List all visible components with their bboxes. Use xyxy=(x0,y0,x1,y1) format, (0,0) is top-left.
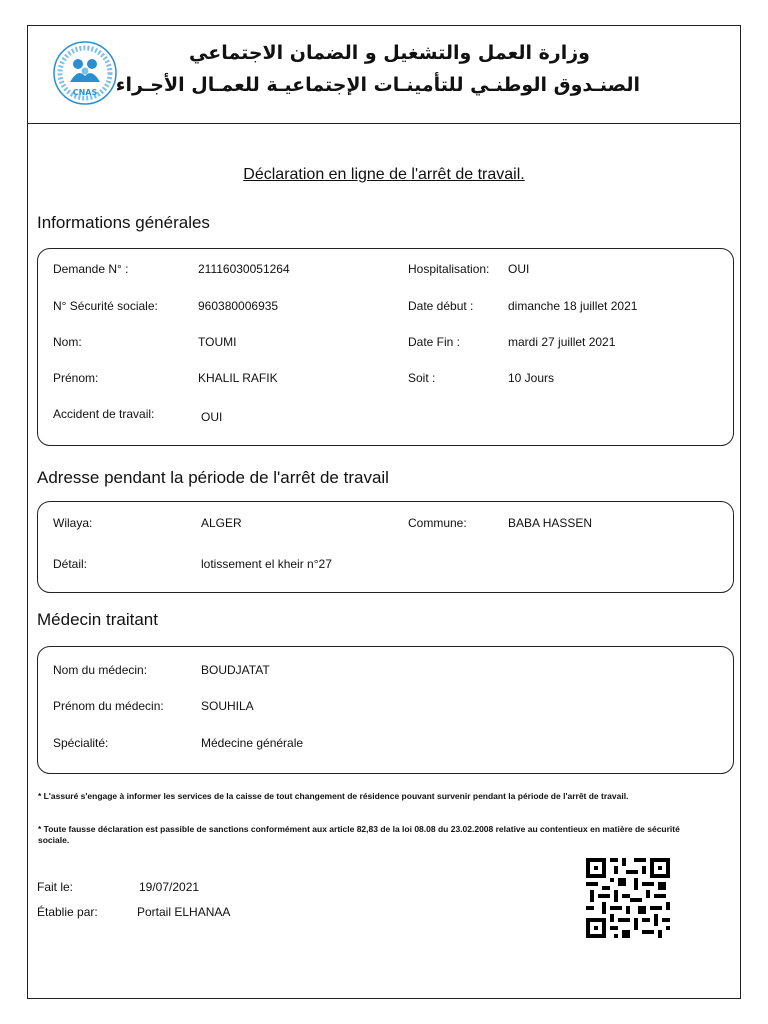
address-box xyxy=(37,501,734,593)
detail-value: lotissement el kheir n°27 xyxy=(201,557,332,571)
document-title: Déclaration en ligne de l'arrêt de travail. xyxy=(243,166,525,183)
note-residence: * L'assuré s'engage à informer les services de la caisse de tout changement de résidence pouvant survenir pendant la période de l'arrêt de travail. xyxy=(38,791,629,801)
wilaya-value: ALGER xyxy=(201,516,242,530)
fait-value: 19/07/2021 xyxy=(139,880,200,894)
ministry-name-arabic: وزارة العمل والتشغيل و الضمان الاجتماعي xyxy=(189,42,590,64)
hospitalisation-label: Hospitalisation: xyxy=(408,262,490,276)
nom-value: TOUMI xyxy=(198,335,237,349)
date-debut-value: dimanche 18 juillet 2021 xyxy=(508,299,638,313)
doctor-prenom-label: Prénom du médecin: xyxy=(53,699,164,713)
detail-label: Détail: xyxy=(53,557,88,571)
wilaya-label: Wilaya: xyxy=(53,516,93,530)
document-frame xyxy=(27,25,741,999)
note-sanctions: * Toute fausse déclaration est passible de sanctions conformément aux article 82,83 de la loi 08.08 du 23.02.2008 relative au contentieux en matière de sécurité sociale. xyxy=(38,824,680,845)
date-fin-label: Date Fin : xyxy=(408,335,461,349)
secu-value: 960380006935 xyxy=(198,299,279,313)
soit-label: Soit : xyxy=(408,371,436,385)
doctor-nom-value: BOUDJATAT xyxy=(201,663,270,677)
specialite-label: Spécialité: xyxy=(53,736,109,750)
doctor-nom-label: Nom du médecin: xyxy=(53,663,148,677)
section-title-doctor: Médecin traitant xyxy=(37,610,158,629)
demande-value: 21116030051264 xyxy=(198,262,290,276)
accident-label: Accident de travail: xyxy=(53,407,155,421)
hospitalisation-value: OUI xyxy=(508,262,530,276)
section-title-general: Informations générales xyxy=(37,213,210,232)
demande-label: Demande N° : xyxy=(53,262,129,276)
date-debut-label: Date début : xyxy=(408,299,474,313)
commune-value: BABA HASSEN xyxy=(508,516,593,530)
doctor-box xyxy=(37,646,734,774)
cnas-logo-icon xyxy=(52,40,118,106)
logo-text: CNAS xyxy=(72,88,98,97)
date-fin-value: mardi 27 juillet 2021 xyxy=(508,335,616,349)
nom-label: Nom: xyxy=(53,335,82,349)
soit-value: 10 Jours xyxy=(508,371,555,385)
etablie-label: Établie par: xyxy=(37,905,98,919)
prenom-label: Prénom: xyxy=(53,371,99,385)
accident-value: OUI xyxy=(201,410,223,424)
doctor-prenom-value: SOUHILA xyxy=(201,699,254,713)
prenom-value: KHALIL RAFIK xyxy=(198,371,278,385)
general-info-box xyxy=(37,248,734,446)
fait-label: Fait le: xyxy=(37,880,74,894)
commune-label: Commune: xyxy=(408,516,467,530)
secu-label: N° Sécurité sociale: xyxy=(53,299,158,313)
section-title-address: Adresse pendant la période de l'arrêt de travail xyxy=(37,468,389,487)
fund-name-arabic: الصنـدوق الوطنـي للتأمينـات الإجتماعيـة للعمـال الأجـراء xyxy=(115,74,640,96)
document-header xyxy=(28,26,740,124)
qr-code-icon xyxy=(586,858,670,938)
etablie-value: Portail ELHANAA xyxy=(137,905,231,919)
specialite-value: Médecine générale xyxy=(201,736,304,750)
